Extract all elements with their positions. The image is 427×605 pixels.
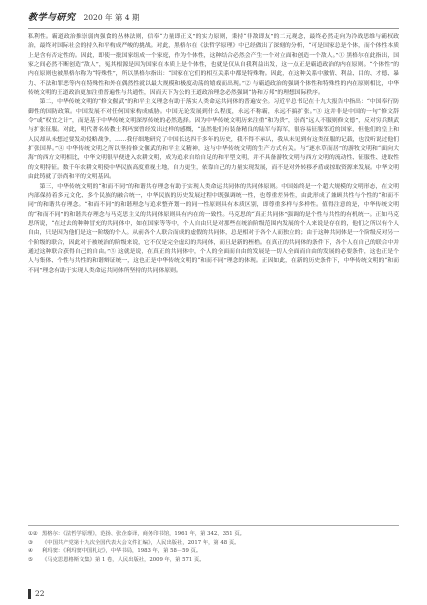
page-number-marker <box>28 589 31 599</box>
footnote <box>28 547 399 556</box>
footnote-text: 利玛窦：《利玛窦中国札记》，中华书局，1983 年，第 58－59 页。 <box>42 548 202 555</box>
page-number: 22 <box>35 589 45 598</box>
journal-title: 教学与研究 <box>28 13 76 23</box>
running-header <box>28 10 399 29</box>
footnote-text: 《中国共产党第十九次全国代表大会文件汇编》，人民出版社，2017 年，第 48 页。 <box>42 539 240 546</box>
footnote-text: 黑格尔：《法哲学原理》，范扬、张企泰译，商务印书馆，1961 年，第 342、351 页。 <box>42 531 245 537</box>
footnote-mark: ①② <box>28 531 38 537</box>
paragraph: 私利性。霸道政治推崇弱肉强食的丛林法则，信奉“力量即正义”的实力原则，秉持“非敌即友”的二元观念，最终必然走向为冷战思维与霸权政治，最终对国际社会的持久和平构成严峻的挑战。对此，黑格尔在《法哲学原理》中已经做出了深刻的分析，“可是国家总是个体，而个体性本质上是含有否定性的。因此，即使一批国家组成一个家庭，作为个体性，这种结合必然会产生一个对立面和创造一个敌人。”① 黑格尔在此指出，国家之间必然不断创造“敌人”，冤其根源是因为国家在本质上是个体性，也就是仅从自我利益出发，这一点正是霸道政治的内在原则。“个体性”的内在原则也被黑格尔称为“特殊性”，所以黑格尔指出：“国家在它们的相互关系中都是特殊物。因此，在这种关系中激情、利益、目的、才德、暴力、不法和罪恶等内在特殊性和外在偶然性就以最大规模和极度动荡的嬉戏而出现。”② 与霸道政治的强调个体性和特殊性的内在原则相比，中华传统文明的王道政治更加注重普遍性与共通性，因而天下为公的王道政治理念必然强调“协和万邦”的理想国际秩序。 <box>28 34 399 97</box>
footnote-text: 《马克思恩格斯文集》第 1 卷，人民出版社，2009 年，第 571 页。 <box>42 556 205 563</box>
footnote <box>28 539 399 548</box>
footnote <box>28 556 399 565</box>
footnote-mark: ④ <box>28 548 33 555</box>
footnotes <box>28 525 399 564</box>
footnote <box>28 530 399 539</box>
issue-label: 2020 年 第 4 期 <box>83 13 140 22</box>
paragraph: 第三，中华传统文明的“和而不同”的和谐共存理念有助于实现人类命运共同体的共同体原则。中国始终是一个超大规模的文明形态，在文明内部保持着多元文化、多个民族的融合统一，中华民族的历史发展过程中既强调统一性，也尊重差异性，由此形成了兼顾共性与个性的“和而不同”的和谐共存理念。“和而不同”的和谐理念与追求整齐划一的同一性原则具有本质区别，即尊重多样与多样性。值得注意的是，中华传统文明的“和而不同”的和谐共存理念与马克思主义的共同体原则具有内在的一致性。马克思的“真正共同体”强调的是个性与共性的有机统一。正如马克思所说，“在过去的种种冒充的共同体中，如在国家等等中，个人自由只是对那些在统治阶级范围内发展的个人来说是存在的，他们之所以有个人自由，只是因为他们是这一阶级的个人。从前各个人联合而成的虚假的共同体，总是相对于各个人而独立的；由于这种共同体是一个阶级反对另一个阶级的联合，因此对于被统治的阶级来说，它不仅是完全虚幻的共同体，而且是新的桎梏。在真正的共同体的条件下，各个人在自己的联合中并通过这种联合获得自己的自由。”⑤ 这就是说，在真正的共同体中，个人的全面而自由的发展是一切人全面而自由的发展的必要条件，这也正是个人与集体、个性与共性的和谐辩证统一，这也正是中华传统文明的“和而不同”理念的体现。正因如此，在新的历史条件下，中华传统文明的“和而不同”理念有助于实现人类命运共同体所坚持的共同体原则。 <box>28 183 400 274</box>
footnote-mark: ⑤ <box>28 556 33 563</box>
footnote-mark: ③ <box>28 539 33 546</box>
article-body <box>28 33 399 276</box>
paragraph: 第二，中华传统文明的“修文偃武”的和平主义理念有助于落实人类命运共同体的普遍安全。习近平总书记在十九大报告中指出：“中国奉行防御性的国防政策。中国发展不对任何国家构成威胁。中国无论发展到什么程度，永远不称霸，永远不搞扩张。”③ 这并非是中国的一句“修文辞令”或“权宜之计”，而是基于中华传统文明深厚传统的必然选择。因为中华传统文明历来注重“和为贵”，崇尚“远人不服则修文德”，反对穷兵黩武与扩张征服。对此，明代著名传教士利玛窦曾经发出过样的感慨，“虽然他们有装备精良的陆军与海军，很容易征服邻近的国家，但他们的皇上和人民却从未想过要发动侵略战争，……我仔细地研究了中国长达四千多年的历史，我不得不承认，我从未见到有这类征服的记载，也没听说过他们扩张国界。”④ 中华传统文明之所以坚持修文偃武的和平主义精神，这与中华传统文明的生产方式有关。与“逐水草而居”的游牧文明和“面向大海”的西方文明相比，中华文明很早便进入农耕文明，成为追求自给自足的和平型文明，并不具备游牧文明与西方文明的流动性、征服性、进取性的文明特征。数千年农耕文明使中华民族高度重视土地，自力更生，依靠自己的力量实现发展，而不是对外转移矛盾或掠取资源来发展。中华文明由此铸就了崇尚和平的文明基因。 <box>28 99 400 181</box>
